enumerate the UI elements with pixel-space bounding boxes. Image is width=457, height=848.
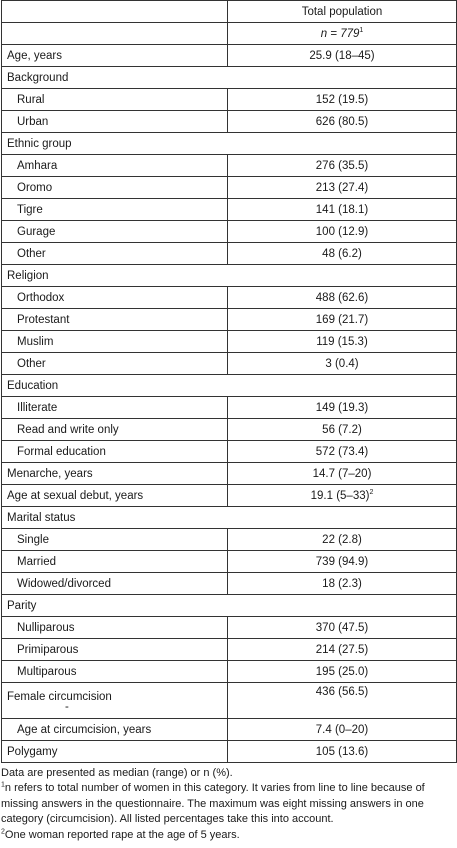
row-label: Tigre — [2, 199, 228, 221]
row-label: Oromo — [2, 177, 228, 199]
table-row — [2, 617, 457, 639]
row-label: Menarche, years — [2, 463, 228, 485]
table-n-row — [2, 23, 457, 45]
row-value: 141 (18.1) — [228, 199, 457, 221]
table-row — [2, 441, 457, 463]
row-label: Amhara — [2, 155, 228, 177]
row-label: Widowed/divorced — [2, 573, 228, 595]
table-header-row — [2, 1, 457, 23]
dash-mark: - — [65, 700, 69, 713]
n-value-cell — [228, 23, 457, 45]
table-row — [2, 331, 457, 353]
table-row — [2, 741, 457, 763]
row-label-block — [2, 683, 228, 719]
header-label-cell — [2, 1, 228, 23]
section-label: Marital status — [2, 507, 457, 529]
table-row — [2, 719, 457, 741]
row-value-with-note — [228, 485, 457, 507]
row-label: Other — [2, 353, 228, 375]
row-label: Muslim — [2, 331, 228, 353]
row-value: 48 (6.2) — [228, 243, 457, 265]
section-label: Religion — [2, 265, 457, 287]
header-total-population: Total population — [228, 1, 457, 23]
table-row — [2, 661, 457, 683]
footnote-text: n refers to total number of women in this category. It varies from line to line because of missing answers in the questionnaire. The maximum was eight missing answers in one category (circumcision). All listed percentages take this into account. — [1, 782, 425, 826]
row-label: Urban — [2, 111, 228, 133]
row-label: Formal education — [2, 441, 228, 463]
footnote-mark: 2 — [1, 827, 5, 835]
row-value: 739 (94.9) — [228, 551, 457, 573]
row-value: 7.4 (0–20) — [228, 719, 457, 741]
row-value: 25.9 (18–45) — [228, 45, 457, 67]
section-row — [2, 265, 457, 287]
section-label: Parity — [2, 595, 457, 617]
row-label: Read and write only — [2, 419, 228, 441]
row-value: 276 (35.5) — [228, 155, 457, 177]
table-row — [2, 221, 457, 243]
section-row — [2, 67, 457, 89]
n-text: n = 779 — [320, 27, 360, 40]
row-value: 169 (21.7) — [228, 309, 457, 331]
row-value: 195 (25.0) — [228, 661, 457, 683]
row-value: 152 (19.5) — [228, 89, 457, 111]
footnote-2 — [1, 828, 456, 843]
row-value: 626 (80.5) — [228, 111, 457, 133]
row-label: Polygamy — [2, 741, 228, 763]
row-value: 572 (73.4) — [228, 441, 457, 463]
section-label: Background — [2, 67, 457, 89]
table-row — [2, 683, 457, 719]
n-footnote-mark: 1 — [359, 26, 364, 34]
row-value: 22 (2.8) — [228, 529, 457, 551]
footnote-1 — [1, 781, 456, 827]
row-label: Primiparous — [2, 639, 228, 661]
table-row — [2, 353, 457, 375]
row-label: Female circumcision — [7, 690, 112, 703]
table-row — [2, 45, 457, 67]
row-value: 488 (62.6) — [228, 287, 457, 309]
section-row — [2, 375, 457, 397]
table-row — [2, 111, 457, 133]
section-row — [2, 595, 457, 617]
row-value: 100 (12.9) — [228, 221, 457, 243]
footnote-mark: 2 — [369, 488, 374, 496]
row-value: 14.7 (7–20) — [228, 463, 457, 485]
row-label: Protestant — [2, 309, 228, 331]
note-line: Data are presented as median (range) or n (%). — [1, 767, 233, 779]
row-value: 105 (13.6) — [228, 741, 457, 763]
row-label: Nulliparous — [2, 617, 228, 639]
row-label: Multiparous — [2, 661, 228, 683]
row-value: 56 (7.2) — [228, 419, 457, 441]
table-row — [2, 529, 457, 551]
row-value: 370 (47.5) — [228, 617, 457, 639]
row-value: 18 (2.3) — [228, 573, 457, 595]
row-label: Rural — [2, 89, 228, 111]
row-label: Age at circumcision, years — [2, 719, 228, 741]
row-label: Orthodox — [2, 287, 228, 309]
row-value: 436 (56.5) — [228, 683, 457, 719]
row-label: Age, years — [2, 45, 228, 67]
table-row — [2, 639, 457, 661]
row-label: Gurage — [2, 221, 228, 243]
table-row — [2, 419, 457, 441]
table-notes — [0, 763, 456, 843]
row-label: Married — [2, 551, 228, 573]
row-label: Other — [2, 243, 228, 265]
row-value: 149 (19.3) — [228, 397, 457, 419]
table-row — [2, 89, 457, 111]
table-row — [2, 463, 457, 485]
table-row — [2, 199, 457, 221]
table-row — [2, 287, 457, 309]
section-label: Ethnic group — [2, 133, 457, 155]
section-label: Education — [2, 375, 457, 397]
table-row — [2, 243, 457, 265]
table-row — [2, 551, 457, 573]
table-row — [2, 397, 457, 419]
table-row — [2, 155, 457, 177]
demographics-table — [1, 0, 457, 763]
table-row — [2, 573, 457, 595]
row-value: 214 (27.5) — [228, 639, 457, 661]
table-row — [2, 485, 457, 507]
row-value: 213 (27.4) — [228, 177, 457, 199]
footnote-text: One woman reported rape at the age of 5 years. — [4, 828, 240, 841]
table-row — [2, 177, 457, 199]
row-value: 119 (15.3) — [228, 331, 457, 353]
row-label: Illiterate — [2, 397, 228, 419]
row-label: Single — [2, 529, 228, 551]
table-row — [2, 309, 457, 331]
row-label: Age at sexual debut, years — [2, 485, 228, 507]
row-value: 3 (0.4) — [228, 353, 457, 375]
n-label-cell — [2, 23, 228, 45]
footnote-mark: 1 — [1, 781, 5, 789]
row-value: 19.1 (5–33) — [310, 489, 370, 502]
section-row — [2, 507, 457, 529]
section-row — [2, 133, 457, 155]
